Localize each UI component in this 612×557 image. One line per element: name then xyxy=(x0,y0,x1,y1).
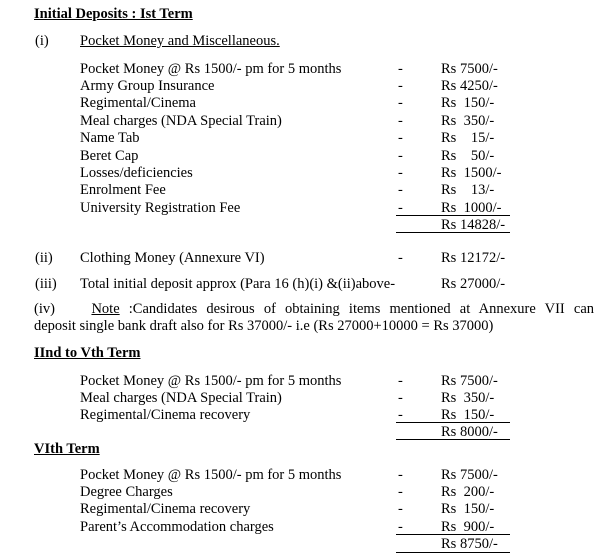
row-label: Meal charges (NDA Special Train) xyxy=(80,113,282,129)
item-iii-amount: Rs 27000/- xyxy=(441,276,506,292)
row-dash: - xyxy=(398,484,403,500)
row-dash: - xyxy=(398,61,403,77)
subtotal-rule xyxy=(396,534,510,535)
row-label: Pocket Money @ Rs 1500/- pm for 5 months xyxy=(80,61,342,77)
term2to5-total: Rs 8000/- xyxy=(441,424,498,440)
row-label: Regimental/Cinema recovery xyxy=(80,407,251,423)
row-dash: - xyxy=(398,467,403,483)
row-dash: - xyxy=(398,373,403,389)
row-amount: Rs 7500/- xyxy=(441,61,498,77)
row-label: Meal charges (NDA Special Train) xyxy=(80,390,282,406)
row-amount: Rs 7500/- xyxy=(441,467,498,483)
subtotal-rule xyxy=(396,215,510,216)
total-rule xyxy=(396,552,510,553)
term2to5-heading: IInd to Vth Term xyxy=(34,345,141,361)
total-rule xyxy=(396,232,510,233)
row-label: Regimental/Cinema recovery xyxy=(80,501,251,517)
row-label: Army Group Insurance xyxy=(80,78,215,94)
term1-heading: Initial Deposits : Ist Term xyxy=(34,6,193,22)
item-i-label: Pocket Money and Miscellaneous. xyxy=(80,33,280,49)
row-dash: - xyxy=(398,200,403,216)
row-amount: Rs 150/- xyxy=(441,407,495,423)
item-iv-number: (iv) xyxy=(34,301,55,317)
row-amount: Rs 7500/- xyxy=(441,373,498,389)
row-amount: Rs 350/- xyxy=(441,113,495,129)
row-label: Enrolment Fee xyxy=(80,182,166,198)
item-iv-text: :Candidates desirous of obtaining items mentioned at Annexure VII can xyxy=(128,301,595,317)
row-amount: Rs 4250/- xyxy=(441,78,498,94)
item-ii-amount: Rs 12172/- xyxy=(441,250,506,266)
row-amount: Rs 200/- xyxy=(441,484,495,500)
item-iii-number: (iii) xyxy=(35,276,57,292)
note-label: Note xyxy=(91,301,120,317)
row-label: Pocket Money @ Rs 1500/- pm for 5 months xyxy=(80,373,342,389)
row-dash: - xyxy=(398,519,403,535)
row-amount: Rs 150/- xyxy=(441,501,495,517)
row-label: Name Tab xyxy=(80,130,140,146)
row-dash: - xyxy=(398,501,403,517)
term6-total: Rs 8750/- xyxy=(441,536,498,552)
item-ii-dash: - xyxy=(398,250,403,266)
row-amount: Rs 1000/- xyxy=(441,200,502,216)
total-rule xyxy=(396,439,510,440)
row-amount: Rs 50/- xyxy=(441,148,495,164)
item-ii-label: Clothing Money (Annexure VI) xyxy=(80,250,265,266)
row-dash: - xyxy=(398,165,403,181)
row-amount: Rs 1500/- xyxy=(441,165,502,181)
row-dash: - xyxy=(398,130,403,146)
row-dash: - xyxy=(398,95,403,111)
item-i-number: (i) xyxy=(35,33,49,49)
row-label: University Registration Fee xyxy=(80,200,241,216)
row-dash: - xyxy=(398,78,403,94)
item-ii-number: (ii) xyxy=(35,250,53,266)
row-amount: Rs 350/- xyxy=(441,390,495,406)
row-amount: Rs 150/- xyxy=(441,95,495,111)
item-iii-label: Total initial deposit approx (Para 16 (h)(i) &(ii)above- xyxy=(80,276,396,292)
row-label: Pocket Money @ Rs 1500/- pm for 5 months xyxy=(80,467,342,483)
row-label: Regimental/Cinema xyxy=(80,95,196,111)
subtotal-rule xyxy=(396,422,510,423)
row-dash: - xyxy=(398,407,403,423)
row-amount: Rs 13/- xyxy=(441,182,495,198)
item-iv-line2: deposit single bank draft also for Rs 37000/- i.e (Rs 27000+10000 = Rs 37000) xyxy=(34,318,494,334)
row-label: Beret Cap xyxy=(80,148,139,164)
term1-total: Rs 14828/- xyxy=(441,217,506,233)
term6-heading: VIth Term xyxy=(34,441,100,457)
row-label: Losses/deficiencies xyxy=(80,165,193,181)
row-dash: - xyxy=(398,182,403,198)
row-dash: - xyxy=(398,390,403,406)
item-iv-line1 xyxy=(34,301,594,318)
row-label: Degree Charges xyxy=(80,484,173,500)
row-amount: Rs 900/- xyxy=(441,519,495,535)
row-dash: - xyxy=(398,113,403,129)
row-amount: Rs 15/- xyxy=(441,130,495,146)
row-label: Parent’s Accommodation charges xyxy=(80,519,274,535)
row-dash: - xyxy=(398,148,403,164)
